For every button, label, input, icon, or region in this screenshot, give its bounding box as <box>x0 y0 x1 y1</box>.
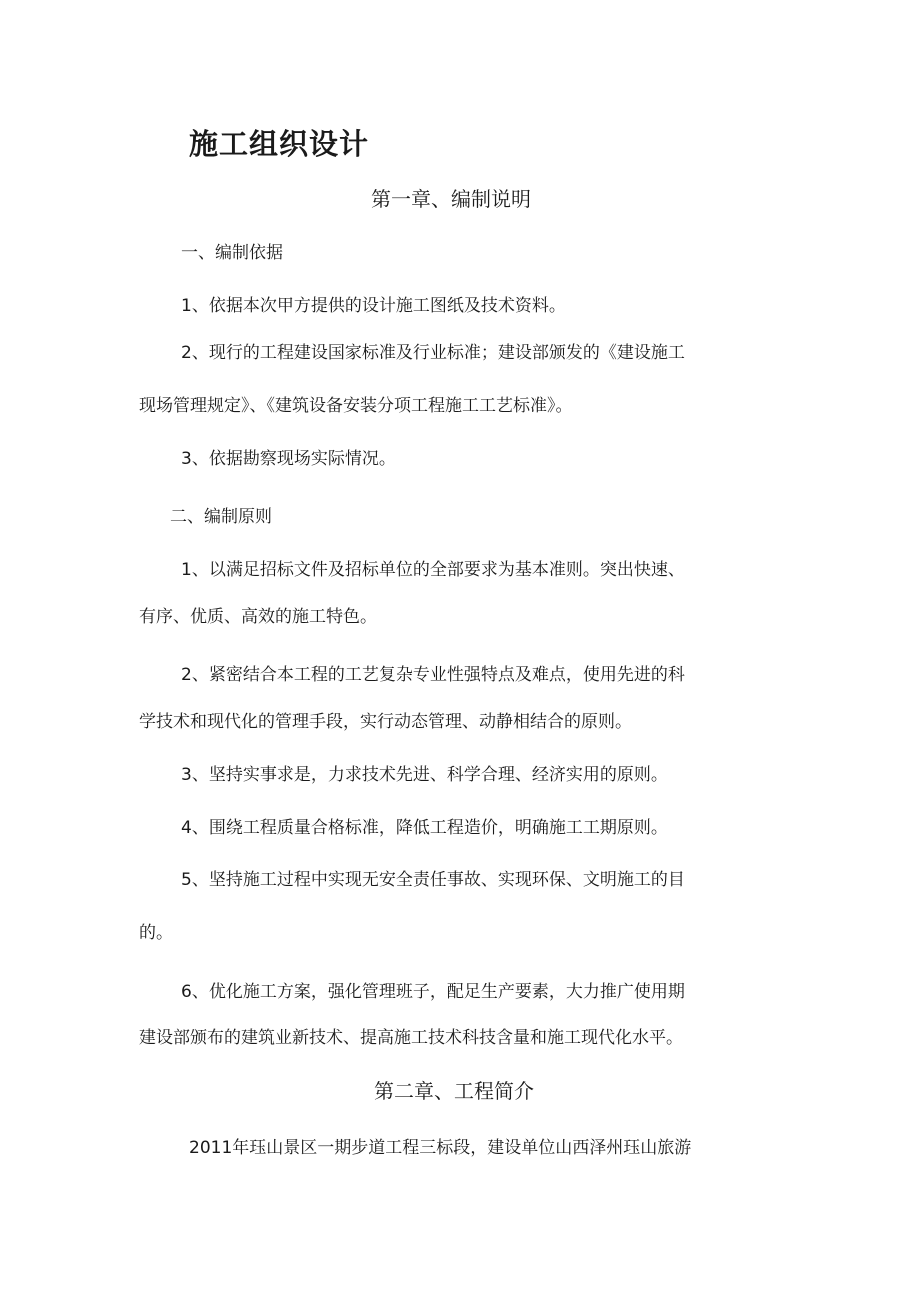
intro-paragraph-line-1: 2011年珏山景区一期步道工程三标段，建设单位山西泽州珏山旅游 <box>189 1138 692 1158</box>
section-2-item-3: 3、坚持实事求是，力求技术先进、科学合理、经济实用的原则。 <box>181 765 668 785</box>
chapter-1-heading: 第一章、编制说明 <box>371 187 531 211</box>
section-2-item-6-line-1: 6、优化施工方案，强化管理班子，配足生产要素，大力推广使用期 <box>181 982 685 1002</box>
section-2-item-5-line-2: 的。 <box>139 923 173 943</box>
section-2-item-1-line-1: 1、以满足招标文件及招标单位的全部要求为基本准则。突出快速、 <box>181 560 685 580</box>
section-2-item-2-line-1: 2、紧密结合本工程的工艺复杂专业性强特点及难点，使用先进的科 <box>181 665 685 685</box>
document-title: 施工组织设计 <box>189 127 370 161</box>
section-1-item-3: 3、依据勘察现场实际情况。 <box>181 449 396 469</box>
section-2-item-1-line-2: 有序、优质、高效的施工特色。 <box>139 607 377 627</box>
section-1-item-2-line-1: 2、现行的工程建设国家标准及行业标准；建设部颁发的《建设施工 <box>181 343 685 363</box>
section-2-item-5-line-1: 5、坚持施工过程中实现无安全责任事故、实现环保、文明施工的目 <box>181 870 685 890</box>
section-2-item-2-line-2: 学技术和现代化的管理手段，实行动态管理、动静相结合的原则。 <box>139 712 632 732</box>
section-1-item-1: 1、依据本次甲方提供的设计施工图纸及技术资料。 <box>181 296 566 316</box>
chapter-2-heading: 第二章、工程简介 <box>374 1079 534 1103</box>
section-1-item-2-line-2: 现场管理规定》、《建筑设备安装分项工程施工工艺标准》。 <box>139 396 573 416</box>
section-1-heading: 一、编制依据 <box>181 243 283 263</box>
section-2-heading: 二、编制原则 <box>170 507 272 527</box>
section-2-item-6-line-2: 建设部颁布的建筑业新技术、提高施工技术科技含量和施工现代化水平。 <box>139 1028 683 1048</box>
section-2-item-4: 4、围绕工程质量合格标准，降低工程造价，明确施工工期原则。 <box>181 818 668 838</box>
